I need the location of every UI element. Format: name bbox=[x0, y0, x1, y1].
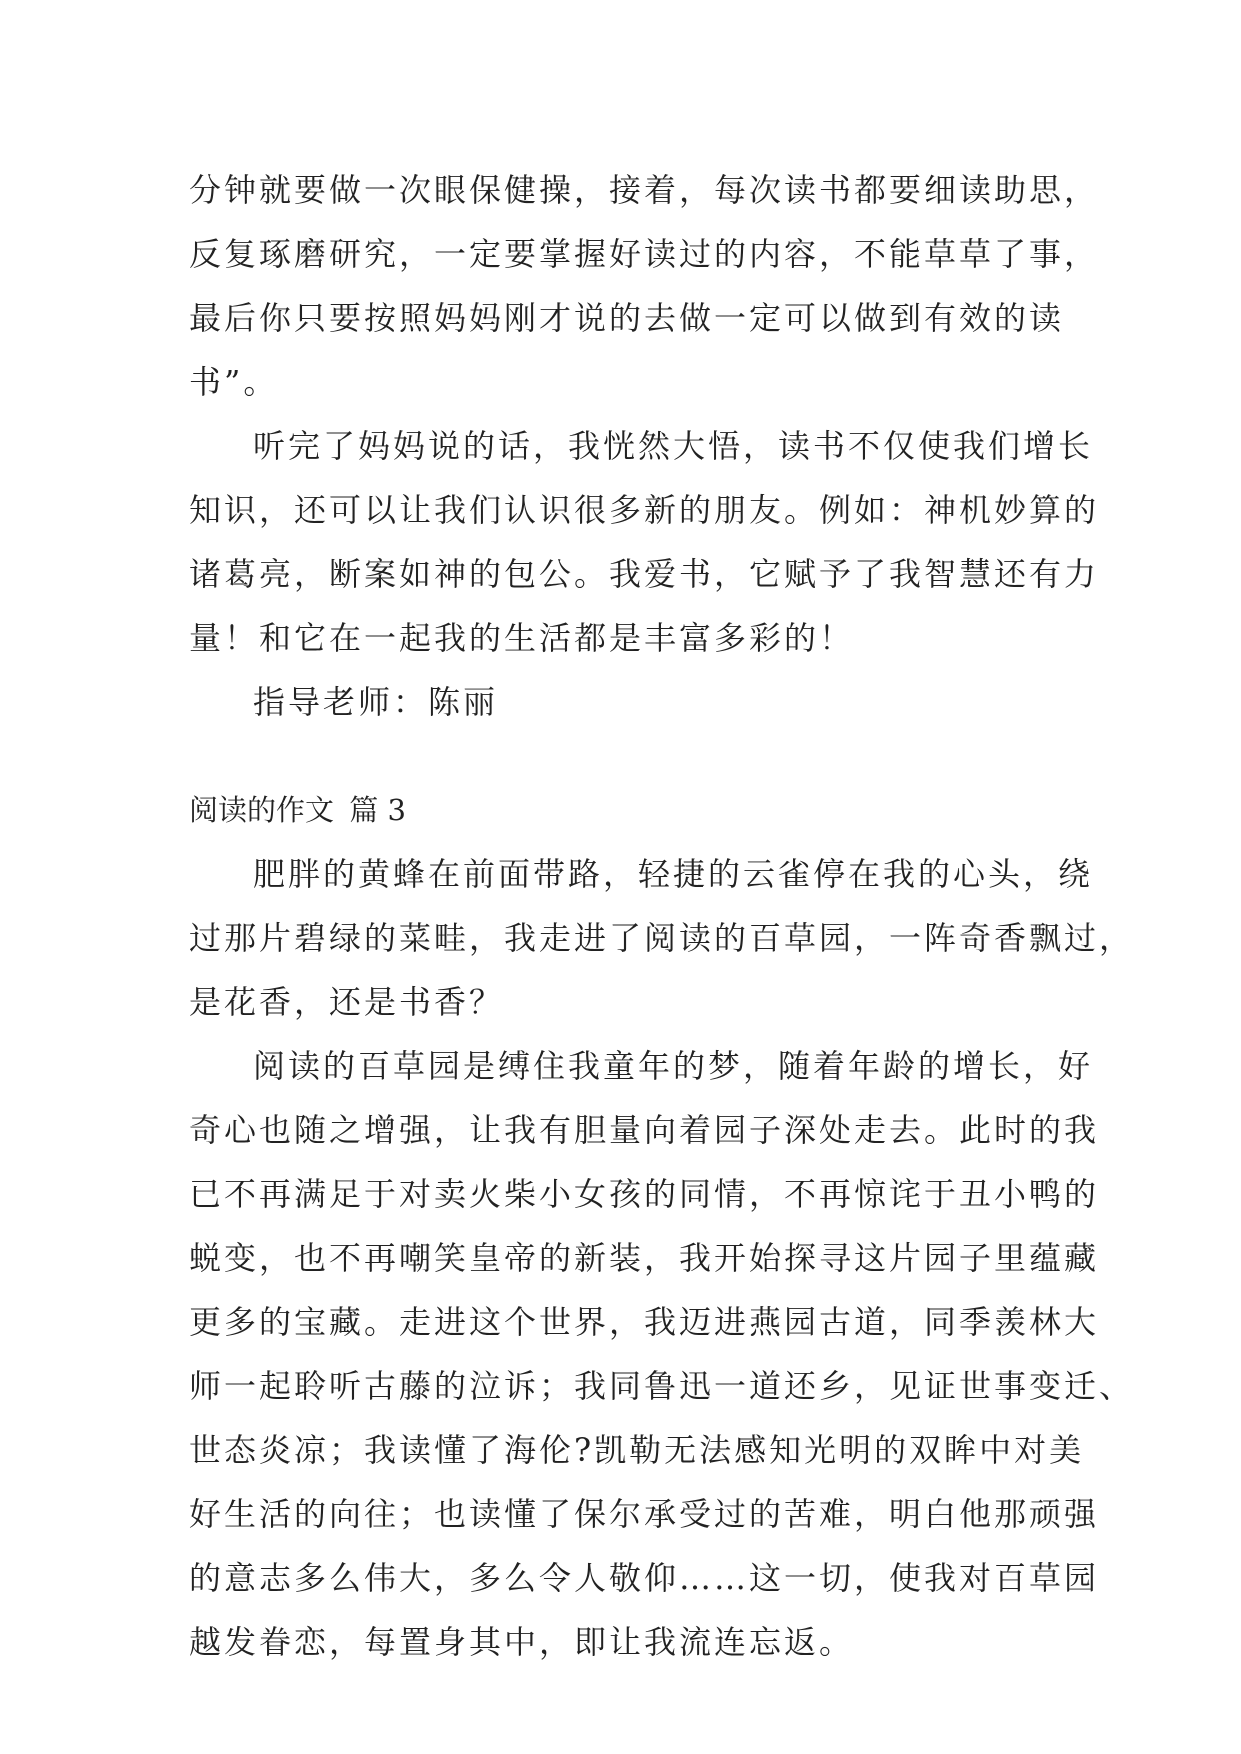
text-line: 是花香，还是书香？ bbox=[189, 983, 505, 1021]
text-line: 世态炎凉；我读懂了海伦?凯勒无法感知光明的双眸中对美 bbox=[189, 1431, 1085, 1469]
text-line: 蜕变，也不再嘲笑皇帝的新装，我开始探寻这片园子里蕴藏 bbox=[189, 1239, 1100, 1277]
paragraph-3 bbox=[189, 842, 1135, 1034]
text-line: 好生活的向往；也读懂了保尔承受过的苦难，明白他那顽强 bbox=[189, 1495, 1100, 1533]
text-line: 阅读的百草园是缚住我童年的梦，随着年龄的增长，好 bbox=[253, 1047, 1094, 1085]
text-line: 师一起聆听古藤的泣诉；我同鲁迅一道还乡，见证世事变迁、 bbox=[189, 1367, 1135, 1405]
section-title bbox=[189, 778, 1069, 842]
text-line: 量！和它在一起我的生活都是丰富多彩的！ bbox=[189, 619, 855, 657]
text-line: 越发眷恋，每置身其中，即让我流连忘返。 bbox=[189, 1623, 855, 1661]
text-line: 反复琢磨研究，一定要掌握好读过的内容，不能草草了事， bbox=[189, 235, 1100, 273]
text-line: 知识，还可以让我们认识很多新的朋友。例如：神机妙算的 bbox=[189, 491, 1100, 529]
section-number: 篇 3 bbox=[349, 793, 406, 827]
section-gap bbox=[189, 734, 1069, 778]
text-line: 的意志多么伟大，多么令人敬仰……这一切，使我对百草园 bbox=[189, 1559, 1100, 1597]
paragraph-2 bbox=[189, 414, 1100, 670]
text-line: 更多的宝藏。走进这个世界，我迈进燕园古道，同季羡林大 bbox=[189, 1303, 1100, 1341]
document-body bbox=[189, 158, 1135, 1674]
text-line: 最后你只要按照妈妈刚才说的去做一定可以做到有效的读 bbox=[189, 299, 1065, 337]
section-title-text: 阅读的作文 bbox=[189, 793, 335, 827]
text-line: 诸葛亮，断案如神的包公。我爱书，它赋予了我智慧还有力 bbox=[189, 555, 1100, 593]
text-line: 分钟就要做一次眼保健操，接着，每次读书都要细读助思， bbox=[189, 171, 1100, 209]
text-line: 奇心也随之增强，让我有胆量向着园子深处走去。此时的我 bbox=[189, 1111, 1100, 1149]
paragraph-4 bbox=[189, 1034, 1135, 1674]
text-line: 过那片碧绿的菜畦，我走进了阅读的百草园，一阵奇香飘过， bbox=[189, 919, 1135, 957]
paragraph-1 bbox=[189, 158, 1100, 414]
advisor-line: 指导老师：陈丽 bbox=[253, 683, 499, 721]
text-line: 肥胖的黄蜂在前面带路，轻捷的云雀停在我的心头，绕 bbox=[253, 855, 1094, 893]
text-line: 已不再满足于对卖火柴小女孩的同情，不再惊诧于丑小鸭的 bbox=[189, 1175, 1100, 1213]
text-line: 听完了妈妈说的话，我恍然大悟，读书不仅使我们增长 bbox=[253, 427, 1094, 465]
text-line: 书”。 bbox=[189, 363, 279, 401]
